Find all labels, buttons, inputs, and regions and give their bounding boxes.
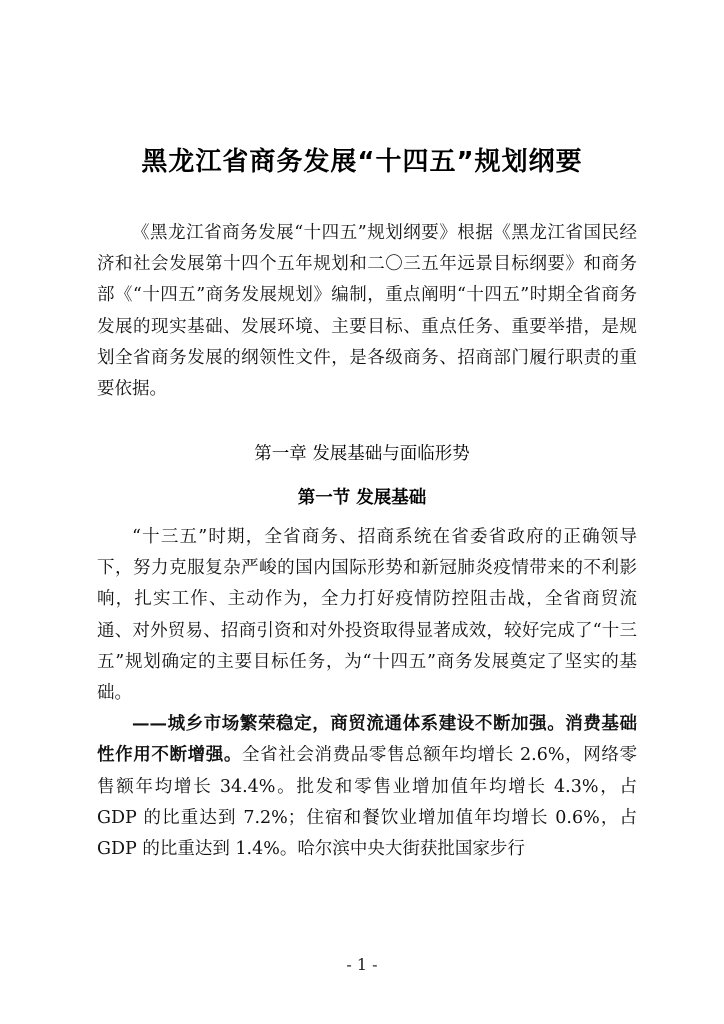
document-title: 黑龙江省商务发展“十四五”规划纲要 [141,147,583,177]
page-number: - 1 - [346,955,378,974]
main-body [97,522,637,865]
chapter-heading: 第一章 发展基础与面临形势 [254,444,470,464]
paragraph-lead-bold: ——城乡市场繁荣稳定，商贸流通体系建设不断加强。消费基础性作用不断增强。 [97,714,637,766]
intro-paragraph: 《黑龙江省商务发展“十四五”规划纲要》根据《黑龙江省国民经济和社会发展第十四个五年规划和二〇三五年远景目标纲要》和商务部《“十四五”商务发展规划》编制，重点阐明“十四五”时期全省商务发展的现实基础、发展环境、主要目标、重点任务、重要举措，是规划全省商务发展的纲领性文件，是各级商务、招商部门履行职责的重要依据。 [97,223,637,400]
section-heading: 第一节 发展基础 [297,488,427,508]
body-paragraph-2 [97,709,637,865]
body-paragraph-1: “十三五”时期，全省商务、招商系统在省委省政府的正确领导下，努力克服复杂严峻的国内国际形势和新冠肺炎疫情带来的不利影响，扎实工作、主动作为，全力打好疫情防控阻击战，全省商贸流通、对外贸易、招商引资和对外投资取得显著成效，较好完成了“十三五”规划确定的主要目标任务，为“十四五”商务发展奠定了坚实的基础。 [97,527,637,704]
intro-block [97,218,637,405]
paragraph-text: 全省社会消费品零售总额年均增长 2.6%，网络零售额年均增长 34.4%。批发和零售业增加值年均增长 4.3%，占 GDP 的比重达到 7.2%；住宿和餐饮业增加值年均增长 0.6%，占 GDP 的比重达到 1.4%。哈尔滨中央大街获批国家步行 [97,745,637,860]
